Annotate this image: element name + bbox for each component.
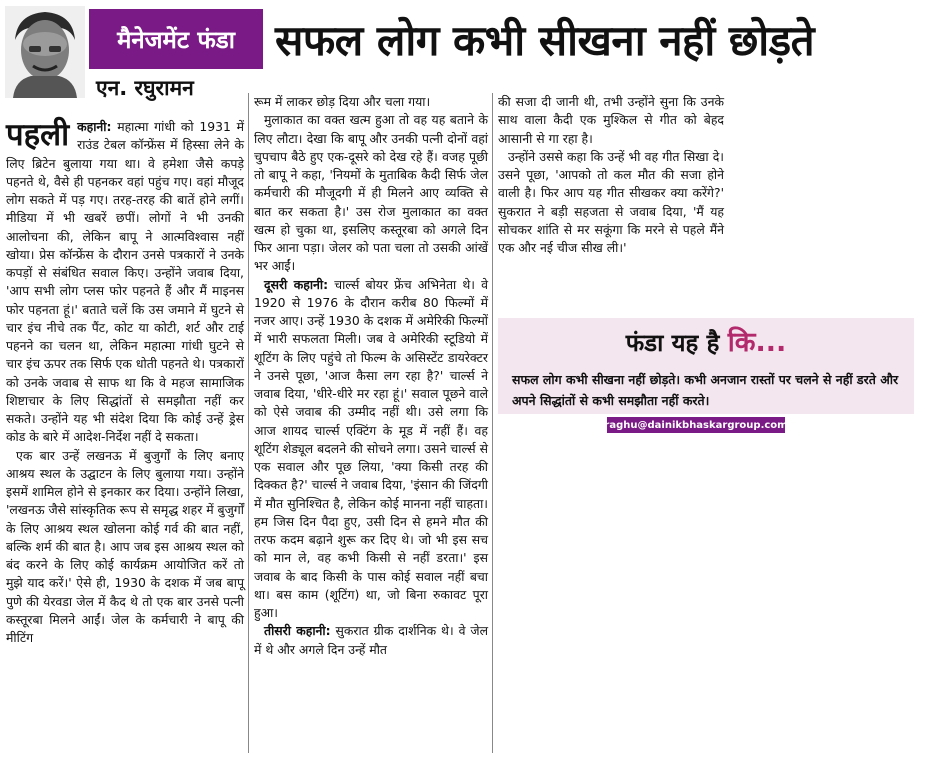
paragraph-text: सुकरात ग्रीक दार्शनिक थे। वे जेल में थे और अगले दिन उन्हें मौत (254, 623, 488, 657)
column-2 (254, 93, 488, 659)
story-label: तीसरी कहानी: (264, 623, 331, 639)
paragraph: उन्होंने उससे कहा कि उन्हें भी वह गीत सिखा दे। उसने पूछा, 'आपको तो कल मौत की सजा होने वाली है। फिर आप यह गीत सीखकर क्या करेंगे?' सुकरात ने बड़ी सहजता से जवाब दिया, 'मैं यह सोचकर शांति से मर सकूंगा कि मरने से पहले मैंने एक और नई चीज सीख ली।' (498, 148, 724, 255)
author-name: एन. रघुरामन (96, 76, 194, 100)
paragraph-text: महात्मा गांधी को 1931 में राउंड टेबल कॉन्फ्रेंस में हिस्सा लेने के लिए ब्रिटेन बुलाया गया था। वे हमेशा जैसे कपड़े पहनते थे, वैसे ही पहनकर वहां पहुंच गए। वहां मौजूद लोग सकते में पड़ गए। तरह-तरह की बातें होने लगीं। मीडिया में भी खबरें छपीं। लोगों ने भी उनकी आलोचना की, लेकिन बापू ने आत्मविश्वास नहीं खोया। प्रेस कॉन्फ्रेंस के दौरान उनसे पत्रकारों ने उनके कपड़ों से संबंधित सवाल किए। उन्होंने जवाब दिया, 'आप सभी लोग प्लस फोर पहनते हैं और मैं माइनस फोर पहनता हूं।' बताते चलें कि उस जमाने में घुटने से चार इंच नीचे तक पैंट, कोट या कोटी, शर्ट और टाई पहनने का चलन था, लेकिन महात्मा गांधी घुटने से चार इंच ऊपर तक सिर्फ एक धोती पहनते थे। पत्रकारों को उनके जवाब से साफ था कि वे महज सामाजिक शिष्टाचार के लिए सिद्धांतों से समझौता नहीं कर सकते। उन्होंने यह भी संदेश दिया कि कोई उन्हें ड्रेस कोड के बारे में आदेश-निर्देश नहीं दे सकता। (6, 119, 244, 445)
funda-heading-accent: कि... (727, 327, 787, 358)
funda-box (498, 318, 914, 414)
funda-heading-text: फंडा यह है (625, 329, 720, 357)
paragraph: रूम में लाकर छोड़ दिया और चला गया। (254, 94, 431, 109)
column-1 (6, 118, 244, 647)
headline: सफल लोग कभी सीखना नहीं छोड़ते (275, 15, 815, 65)
paragraph (254, 622, 488, 659)
funda-text: सफल लोग कभी सीखना नहीं छोड़ते। कभी अनजान रास्तों पर चलने से नहीं डरते और अपने सिद्धांतों से कभी समझौता नहीं करते। (512, 372, 899, 408)
story-label: दूसरी कहानी: (264, 276, 329, 292)
paragraph: एक बार उन्हें लखनऊ में बुजुर्गों के लिए बनाए आश्रय स्थल के उद्घाटन के लिए बुलाया गया। उन्होंने इसमें शामिल होने से इनकार कर दिया। उन्होंने लिखा, 'लखनऊ जैसे सांस्कृतिक रूप से समृद्ध शहर में बुजुर्गों के लिए आश्रय स्थल खोलना कोई गर्व की बात नहीं, बल्कि शर्म की बात है। आप जब इस आश्रय स्थल को बंद करने के लिए कोई कार्यक्रम आयोजित करें तो मुझे याद करें।' ऐसे ही, 1930 के दशक में जब बापू पुणे की येरवडा जेल में कैद थे तो एक बार उनसे पत्नी कस्तूरबा मिलने आईं। जेल के कर्मचारी ने बापू की मीटिंग (6, 447, 244, 645)
section-tag: मैनेजमेंट फंडा (89, 9, 263, 69)
author-email[interactable]: raghu@dainikbhaskargroup.com (607, 417, 785, 433)
lead-word: पहली (6, 117, 70, 153)
paragraph: की सजा दी जानी थी, तभी उन्होंने सुना कि उनके साथ वाला कैदी एक मुश्किल से गीत को बेहद आसानी से गा रहा है। (498, 94, 724, 146)
column-divider (492, 93, 493, 753)
story-label: कहानी: (77, 119, 112, 134)
funda-heading (498, 322, 914, 359)
paragraph: मुलाकात का वक्त खत्म हुआ तो वह यह बताने के लिए लौटा। देखा कि बापू और उनकी पत्नी दोनों वहां चुपचाप बैठे हुए एक-दूसरे को देख रहे हैं। वजह पूछी तो बापू ने कहा, 'नियमों के मुताबिक कैदी सिर्फ जेल कर्मचारी की मौजूदगी में ही मिलने आए व्यक्ति से बात कर सकता है।' उस रोज मुलाकात का वक्त खत्म हो चुका था, इसलिए कस्तूरबा को अगले दिन फिर आना पड़ा। जेलर को पता चला तो उसकी आंखें भर आईं। (254, 112, 488, 274)
column-divider (248, 93, 249, 753)
paragraph (6, 118, 244, 447)
column-3 (498, 93, 724, 257)
paragraph (254, 276, 488, 623)
author-portrait-image (5, 6, 85, 98)
author-photo (5, 6, 85, 98)
paragraph-text: चार्ल्स बोयर फ्रेंच अभिनेता थे। वे 1920 से 1976 के दौरान करीब 80 फिल्मों में नजर आए। उन्हें 1930 के दशक में अमेरिकी फिल्मों में भारी सफलता मिली। जब वे अमेरिकी स्टूडियो में शूटिंग के लिए पहुंचे तो फिल्म के असिस्टेंट डायरेक्टर ने उनसे पूछा, 'आज कैसा लग रहा है?' चार्ल्स ने जवाब दिया, 'धीरे-धीरे मर रहा हूं।' सवाल पूछने वाले को ऐसे जवाब की उम्मीद नहीं थी। उसे लगा कि आज शायद चार्ल्स एक्टिंग के मूड में नहीं हैं। वह शूटिंग शेड्यूल बदलने की सोचने लगा। उसने चार्ल्स से एक सवाल और पूछ लिया, 'क्या किसी तरह की दिक्कत है?' चार्ल्स ने जवाब दिया, 'इंसान की जिंदगी में मौत सुनिश्चित है, लेकिन कोई मानना नहीं चाहता। हम जिस दिन पैदा हुए, उसी दिन से हमने मौत की तरफ कदम बढ़ाने शुरू कर दिए थे। जो भी इस सच को मान ले, वह कभी किसी से नहीं डरता।' इस जवाब के बाद किसी के पास कोई सवाल नहीं बचा था। बस काम (शूटिंग) था, जो बिना रुकावट पूरा हुआ। (254, 276, 488, 620)
